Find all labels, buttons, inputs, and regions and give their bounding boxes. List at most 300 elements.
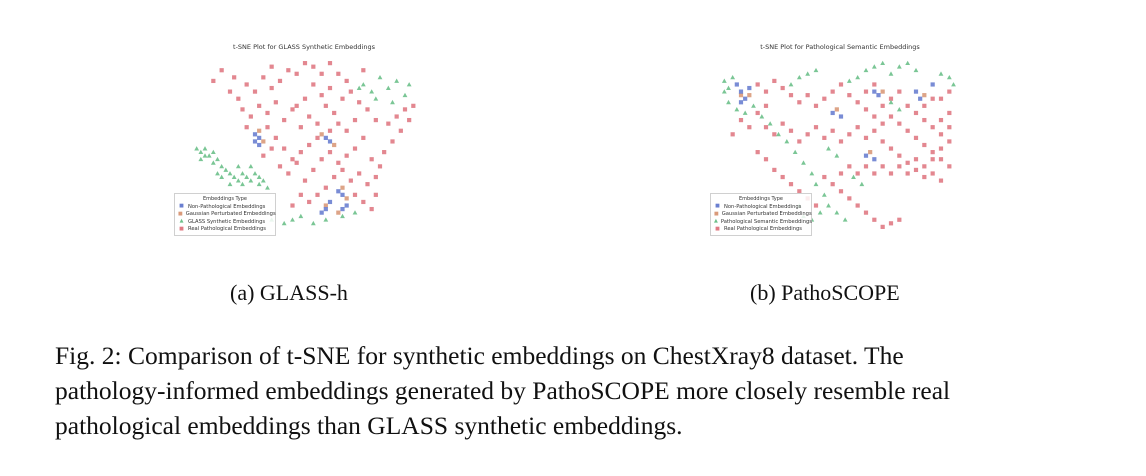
scatter-point-triangle: [859, 182, 864, 186]
scatter-point-square: [939, 118, 943, 122]
scatter-point-triangle: [223, 168, 228, 172]
scatter-point-triangle: [897, 64, 902, 68]
legend-item: [714, 218, 813, 226]
scatter-point-square: [922, 175, 926, 179]
scatter-point-square: [872, 171, 876, 175]
scatter-point-square: [735, 82, 739, 86]
scatter-point-square: [211, 79, 215, 83]
scatter-point-triangle: [751, 103, 756, 107]
scatter-point-square: [395, 114, 399, 118]
scatter-point-triangle: [207, 153, 212, 157]
scatter-point-triangle: [340, 214, 345, 218]
scatter-point-square: [747, 125, 751, 129]
scatter-point-square: [324, 136, 328, 140]
caption-line: pathological embeddings than GLASS synthetic embeddings.: [55, 411, 683, 440]
scatter-point-square: [906, 161, 910, 165]
scatter-point-triangle: [203, 146, 208, 150]
legend-item: [714, 226, 808, 234]
scatter-point-square: [864, 164, 868, 168]
legend-item: [178, 226, 272, 234]
scatter-point-square: [922, 164, 926, 168]
scatter-point-square: [839, 189, 843, 193]
scatter-point-square: [261, 75, 265, 79]
scatter-point-triangle: [805, 71, 810, 75]
scatter-point-triangle: [248, 178, 253, 182]
scatter-point-triangle: [215, 171, 220, 175]
scatter-point-triangle: [880, 61, 885, 65]
scatter-point-square: [390, 139, 394, 143]
square-marker-icon: ■: [715, 225, 720, 232]
scatter-point-square: [739, 100, 743, 104]
scatter-point-square: [307, 200, 311, 204]
scatter-point-triangle: [768, 121, 773, 125]
scatter-point-square: [328, 139, 332, 143]
square-marker-icon: ■: [178, 210, 183, 217]
square-marker-icon: ■: [179, 225, 184, 232]
scatter-point-square: [947, 111, 951, 115]
scatter-point-triangle: [864, 68, 869, 72]
scatter-point-square: [345, 203, 349, 207]
scatter-point-triangle: [826, 146, 831, 150]
scatter-point-square: [914, 90, 918, 94]
scatter-point-triangle: [257, 175, 262, 179]
scatter-point-square: [939, 97, 943, 101]
plot-title: t-SNE Plot for GLASS Synthetic Embeddings: [233, 43, 375, 51]
scatter-point-square: [922, 93, 926, 97]
scatter-point-square: [353, 146, 357, 150]
scatter-point-square: [340, 186, 344, 190]
scatter-point-square: [324, 207, 328, 211]
scatter-point-triangle: [834, 153, 839, 157]
scatter-point-triangle: [897, 107, 902, 111]
scatter-point-square: [914, 157, 918, 161]
scatter-point-square: [374, 175, 378, 179]
scatter-point-triangle: [282, 221, 287, 225]
scatter-point-triangle: [726, 86, 731, 90]
scatter-point-square: [864, 211, 868, 215]
scatter-point-square: [864, 154, 868, 158]
scatter-point-square: [739, 118, 743, 122]
scatter-point-square: [295, 104, 299, 108]
scatter-point-square: [897, 218, 901, 222]
scatter-point-square: [764, 125, 768, 129]
scatter-point-square: [345, 196, 349, 200]
scatter-point-square: [270, 65, 274, 69]
scatter-point-square: [249, 114, 253, 118]
scatter-point-square: [336, 161, 340, 165]
scatter-point-triangle: [194, 146, 199, 150]
scatter-point-square: [872, 218, 876, 222]
legend: [710, 193, 812, 236]
scatter-point-square: [881, 164, 885, 168]
scatter-point-triangle: [722, 79, 727, 83]
scatter-point-square: [286, 171, 290, 175]
scatter-point-square: [939, 179, 943, 183]
scatter-point-triangle: [219, 175, 224, 179]
scatter-point-square: [332, 143, 336, 147]
scatter-point-square: [806, 93, 810, 97]
scatter-point-square: [328, 200, 332, 204]
tsne-panel-glass: [174, 38, 434, 238]
scatter-point-square: [365, 182, 369, 186]
scatter-point-triangle: [198, 150, 203, 154]
scatter-point-square: [290, 107, 294, 111]
scatter-point-square: [914, 136, 918, 140]
scatter-point-square: [897, 154, 901, 158]
scatter-point-triangle: [248, 164, 253, 168]
scatter-point-triangle: [311, 221, 316, 225]
scatter-point-square: [328, 61, 332, 65]
scatter-point-square: [772, 132, 776, 136]
scatter-point-square: [931, 171, 935, 175]
scatter-point-square: [290, 157, 294, 161]
scatter-point-square: [257, 136, 261, 140]
scatter-point-triangle: [726, 100, 731, 104]
scatter-point-square: [864, 90, 868, 94]
scatter-point-square: [931, 82, 935, 86]
scatter-point-square: [847, 132, 851, 136]
scatter-point-square: [814, 125, 818, 129]
caption-line: pathology-informed embeddings generated by PathoSCOPE more closely resemble real: [55, 376, 951, 405]
square-marker-icon: ■: [715, 203, 720, 210]
scatter-point-square: [270, 86, 274, 90]
scatter-point-square: [797, 139, 801, 143]
scatter-point-triangle: [951, 82, 956, 86]
scatter-point-square: [274, 100, 278, 104]
scatter-point-square: [947, 125, 951, 129]
scatter-point-square: [906, 104, 910, 108]
scatter-point-square: [756, 111, 760, 115]
scatter-point-triangle: [939, 71, 944, 75]
scatter-point-triangle: [394, 79, 399, 83]
scatter-point-triangle: [203, 153, 208, 157]
scatter-point-triangle: [905, 61, 910, 65]
scatter-point-square: [872, 129, 876, 133]
scatter-point-square: [764, 157, 768, 161]
scatter-point-square: [831, 182, 835, 186]
scatter-point-square: [756, 150, 760, 154]
scatter-point-square: [257, 129, 261, 133]
scatter-point-square: [931, 125, 935, 129]
scatter-point-square: [340, 207, 344, 211]
scatter-point-square: [320, 157, 324, 161]
scatter-point-triangle: [826, 203, 831, 207]
scatter-point-square: [747, 93, 751, 97]
scatter-point-square: [278, 79, 282, 83]
scatter-point-square: [303, 179, 307, 183]
scatter-point-square: [781, 122, 785, 126]
scatter-point-triangle: [215, 157, 220, 161]
scatter-point-square: [345, 129, 349, 133]
scatter-point-square: [831, 90, 835, 94]
scatter-point-square: [906, 171, 910, 175]
scatter-point-square: [253, 132, 257, 136]
scatter-point-triangle: [357, 86, 362, 90]
scatter-point-square: [299, 193, 303, 197]
scatter-point-square: [345, 79, 349, 83]
scatter-point-square: [797, 100, 801, 104]
scatter-point-square: [881, 104, 885, 108]
scatter-point-square: [357, 100, 361, 104]
scatter-point-triangle: [855, 75, 860, 79]
scatter-point-square: [282, 118, 286, 122]
scatter-point-triangle: [889, 71, 894, 75]
subfigure-caption-b: (b) PathoSCOPE: [750, 280, 900, 305]
scatter-point-square: [328, 150, 332, 154]
scatter-point-triangle: [257, 182, 262, 186]
scatter-point-square: [228, 90, 232, 94]
scatter-point-square: [764, 90, 768, 94]
scatter-point-square: [772, 79, 776, 83]
scatter-point-square: [278, 164, 282, 168]
scatter-point-triangle: [373, 96, 378, 100]
scatter-point-square: [856, 100, 860, 104]
scatter-point-square: [345, 154, 349, 158]
scatter-point-square: [357, 171, 361, 175]
scatter-point-square: [831, 129, 835, 133]
scatter-point-square: [324, 186, 328, 190]
scatter-point-square: [931, 97, 935, 101]
scatter-point-triangle: [198, 157, 203, 161]
scatter-point-triangle: [809, 171, 814, 175]
scatter-point-square: [914, 168, 918, 172]
scatter-point-square: [336, 189, 340, 193]
scatter-point-triangle: [265, 185, 270, 189]
plot-title: t-SNE Plot for Pathological Semantic Embeddings: [760, 43, 920, 51]
scatter-point-triangle: [789, 82, 794, 86]
scatter-point-square: [881, 90, 885, 94]
scatter-point-triangle: [759, 114, 764, 118]
scatter-point-square: [253, 90, 257, 94]
scatter-point-square: [872, 157, 876, 161]
legend-label: GLASS Synthetic Embeddings: [188, 218, 266, 225]
tsne-panel-pathoscope: [710, 38, 970, 238]
scatter-point-square: [286, 68, 290, 72]
scatter-point-square: [374, 193, 378, 197]
scatter-point-triangle: [818, 210, 823, 214]
scatter-point-square: [872, 82, 876, 86]
scatter-point-square: [939, 132, 943, 136]
scatter-point-square: [365, 107, 369, 111]
legend-item: [178, 218, 272, 226]
scatter-point-triangle: [784, 139, 789, 143]
scatter-point-square: [353, 118, 357, 122]
scatter-point-square: [336, 72, 340, 76]
scatter-point-square: [295, 72, 299, 76]
scatter-point-triangle: [407, 82, 412, 86]
scatter-point-square: [370, 157, 374, 161]
scatter-point-square: [889, 146, 893, 150]
scatter-point-square: [847, 93, 851, 97]
scatter-point-triangle: [232, 175, 237, 179]
legend: [174, 193, 276, 236]
scatter-point-square: [831, 111, 835, 115]
scatter-point-triangle: [797, 75, 802, 79]
scatter-point-square: [847, 164, 851, 168]
scatter-point-square: [897, 90, 901, 94]
scatter-point-square: [822, 136, 826, 140]
scatter-point-square: [922, 118, 926, 122]
scatter-point-square: [806, 132, 810, 136]
scatter-point-triangle: [722, 89, 727, 93]
scatter-point-square: [261, 139, 265, 143]
scatter-point-square: [856, 203, 860, 207]
scatter-point-square: [340, 168, 344, 172]
scatter-point-square: [320, 211, 324, 215]
scatter-point-square: [743, 97, 747, 101]
scatter-point-triangle: [261, 178, 266, 182]
scatter-point-square: [856, 125, 860, 129]
scatter-point-square: [303, 97, 307, 101]
scatter-point-triangle: [240, 171, 245, 175]
scatter-point-triangle: [390, 100, 395, 104]
scatter-point-square: [822, 175, 826, 179]
scatter-point-square: [756, 82, 760, 86]
scatter-point-square: [881, 225, 885, 229]
scatter-point-square: [307, 143, 311, 147]
scatter-point-square: [731, 132, 735, 136]
scatter-point-square: [399, 129, 403, 133]
scatter-point-square: [361, 136, 365, 140]
scatter-point-triangle: [228, 171, 233, 175]
scatter-point-triangle: [814, 182, 819, 186]
scatter-point-triangle: [361, 82, 366, 86]
scatter-point-triangle: [323, 217, 328, 221]
scatter-point-triangle: [211, 150, 216, 154]
scatter-point-square: [839, 114, 843, 118]
scatter-point-square: [361, 200, 365, 204]
scatter-point-square: [307, 114, 311, 118]
scatter-point-square: [856, 171, 860, 175]
scatter-point-triangle: [743, 111, 748, 115]
scatter-point-triangle: [244, 175, 249, 179]
scatter-point-triangle: [298, 214, 303, 218]
scatter-point-square: [922, 143, 926, 147]
scatter-point-square: [789, 129, 793, 133]
scatter-point-square: [876, 93, 880, 97]
scatter-point-square: [336, 211, 340, 215]
scatter-point-square: [789, 182, 793, 186]
scatter-point-square: [315, 122, 319, 126]
scatter-point-square: [295, 161, 299, 165]
scatter-point-triangle: [822, 192, 827, 196]
scatter-point-triangle: [219, 164, 224, 168]
scatter-point-square: [881, 139, 885, 143]
scatter-point-square: [378, 164, 382, 168]
scatter-point-square: [290, 203, 294, 207]
scatter-point-square: [336, 122, 340, 126]
scatter-point-triangle: [793, 150, 798, 154]
scatter-point-square: [265, 125, 269, 129]
scatter-point-square: [914, 111, 918, 115]
scatter-point-square: [897, 164, 901, 168]
scatter-point-square: [315, 193, 319, 197]
scatter-point-square: [324, 104, 328, 108]
scatter-point-square: [789, 93, 793, 97]
scatter-point-triangle: [378, 75, 383, 79]
scatter-point-square: [349, 179, 353, 183]
scatter-point-square: [864, 107, 868, 111]
scatter-point-square: [320, 93, 324, 97]
scatter-point-triangle: [834, 210, 839, 214]
scatter-point-square: [320, 132, 324, 136]
scatter-point-triangle: [843, 217, 848, 221]
scatter-point-square: [947, 90, 951, 94]
scatter-point-square: [835, 107, 839, 111]
scatter-point-triangle: [236, 178, 241, 182]
square-marker-icon: ■: [714, 210, 719, 217]
legend-label: Non-Pathological Embeddings: [724, 203, 802, 210]
scatter-point-square: [747, 86, 751, 90]
scatter-point-square: [340, 193, 344, 197]
legend-label: Non-Pathological Embeddings: [188, 203, 266, 210]
scatter-point-square: [311, 168, 315, 172]
caption-line: Fig. 2: Comparison of t-SNE for synthetic embeddings on ChestXray8 dataset. The: [55, 341, 904, 370]
scatter-point-square: [931, 150, 935, 154]
scatter-point-square: [947, 164, 951, 168]
scatter-point-triangle: [734, 107, 739, 111]
legend-label: Real Pathological Embeddings: [188, 226, 266, 233]
scatter-point-square: [328, 86, 332, 90]
scatter-point-square: [939, 146, 943, 150]
scatter-point-triangle: [403, 93, 408, 97]
square-marker-icon: ■: [179, 203, 184, 210]
scatter-point-square: [739, 90, 743, 94]
scatter-point-square: [814, 203, 818, 207]
scatter-point-square: [320, 72, 324, 76]
scatter-point-square: [906, 129, 910, 133]
scatter-point-square: [353, 193, 357, 197]
scatter-point-square: [232, 75, 236, 79]
scatter-point-triangle: [253, 171, 258, 175]
scatter-point-square: [299, 125, 303, 129]
scatter-point-square: [274, 136, 278, 140]
scatter-point-square: [299, 150, 303, 154]
legend-item: [178, 210, 276, 219]
scatter-point-square: [889, 221, 893, 225]
scatter-point-square: [328, 129, 332, 133]
scatter-point-square: [822, 97, 826, 101]
scatter-point-square: [236, 97, 240, 101]
scatter-point-square: [332, 111, 336, 115]
scatter-point-triangle: [369, 89, 374, 93]
scatter-point-square: [370, 207, 374, 211]
scatter-point-triangle: [851, 175, 856, 179]
legend-label: Pathological Semantic Embeddings: [720, 218, 813, 225]
scatter-point-square: [311, 65, 315, 69]
scatter-point-square: [864, 136, 868, 140]
scatter-point-square: [847, 196, 851, 200]
scatter-point-triangle: [947, 75, 952, 79]
scatter-point-square: [764, 104, 768, 108]
legend-item: [714, 210, 812, 219]
scatter-point-square: [282, 146, 286, 150]
scatter-point-square: [270, 146, 274, 150]
subfigure-caption-a: (a) GLASS-h: [230, 280, 348, 305]
scatter-point-square: [386, 122, 390, 126]
scatter-point-square: [382, 150, 386, 154]
scatter-point-square: [872, 114, 876, 118]
scatter-point-square: [220, 68, 224, 72]
triangle-marker-icon: ▲: [179, 218, 184, 225]
scatter-point-triangle: [386, 86, 391, 90]
scatter-point-square: [918, 97, 922, 101]
scatter-point-square: [839, 82, 843, 86]
scatter-point-triangle: [290, 217, 295, 221]
legend-label: Real Pathological Embeddings: [724, 226, 802, 233]
scatter-point-square: [772, 168, 776, 172]
scatter-point-square: [889, 171, 893, 175]
